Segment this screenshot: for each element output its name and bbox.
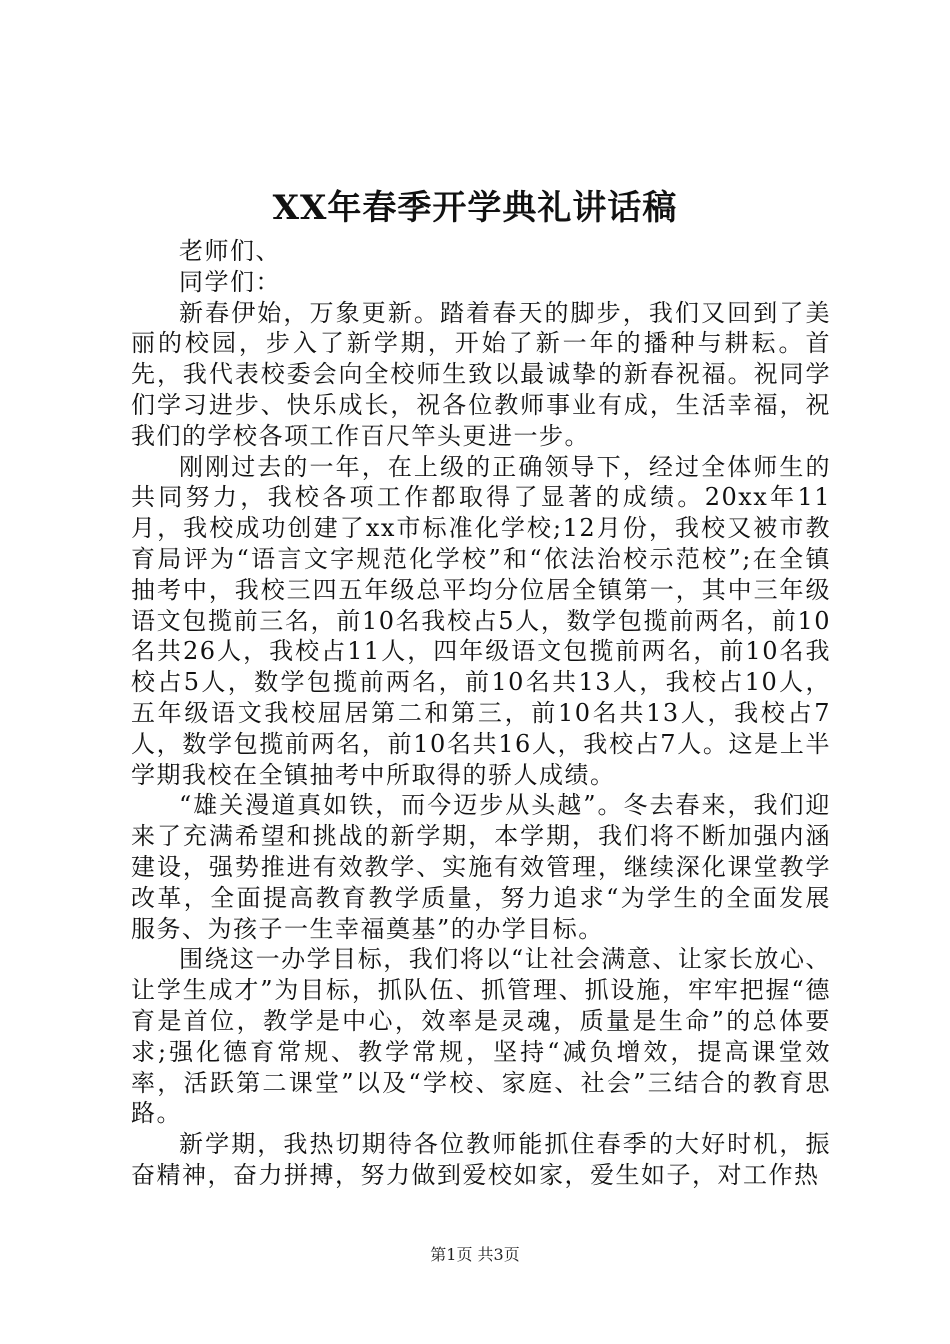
paragraph: “雄关漫道真如铁，而今迈步从头越”。冬去春来，我们迎来了充满希望和挑战的新学期，本学期，我们将不断加强内涵建设，强势推进有效教学、实施有效管理，继续深化课堂教学改革，全面提高教育教学质量，努力追求“为学生的全面发展服务、为孩子一生幸福奠基”的办学目标。 bbox=[131, 791, 831, 943]
paragraph: 刚刚过去的一年，在上级的正确领导下，经过全体师生的共同努力，我校各项工作都取得了显著的成绩。20xx年11月，我校成功创建了xx市标准化学校;12月份，我校又被市教育局评为“语言文字规范化学校”和“依法治校示范校”;在全镇抽考中，我校三四五年级总平均分位居全镇第一，其中三年级语文包揽前三名，前10名我校占5人，数学包揽前两名，前10名共26人，我校占11人，四年级语文包揽前两名，前10名我校占5人，数学包揽前两名，前10名共13人，我校占10人，五年级语文我校屈居第二和第三，前10名共13人，我校占7人，数学包揽前两名，前10名共16人，我校占7人。这是上半学期我校在全镇抽考中所取得的骄人成绩。 bbox=[131, 452, 831, 789]
paragraph: 围绕这一办学目标，我们将以“让社会满意、让家长放心、让学生成才”为目标，抓队伍、抓管理、抓设施，牢牢把握“德育是首位，教学是中心，效率是灵魂，质量是生命”的总体要求;强化德育常规、教学常规，坚持“减负增效，提高课堂效率，活跃第二课堂”以及“学校、家庭、社会”三结合的教育思路。 bbox=[131, 945, 831, 1128]
greeting-line: 老师们、 bbox=[179, 237, 281, 265]
greeting-line: 同学们： bbox=[179, 267, 281, 296]
page-footer: 第1页 共3页 bbox=[430, 1245, 520, 1264]
paragraph: 新春伊始，万象更新。踏着春天的脚步，我们又回到了美丽的校园，步入了新学期，开始了新一年的播种与耕耘。首先，我代表校委会向全校师生致以最诚挚的新春祝福。祝同学们学习进步、快乐成长，祝各位教师事业有成，生活幸福，祝我们的学校各项工作百尺竿头更进一步。 bbox=[131, 298, 831, 450]
document-title: XX年春季开学典礼讲话稿 bbox=[272, 188, 678, 228]
document-body bbox=[131, 236, 831, 1191]
paragraph: 新学期，我热切期待各位教师能抓住春季的大好时机，振奋精神，奋力拼搏，努力做到爱校如家，爱生如子，对工作热 bbox=[131, 1130, 831, 1189]
